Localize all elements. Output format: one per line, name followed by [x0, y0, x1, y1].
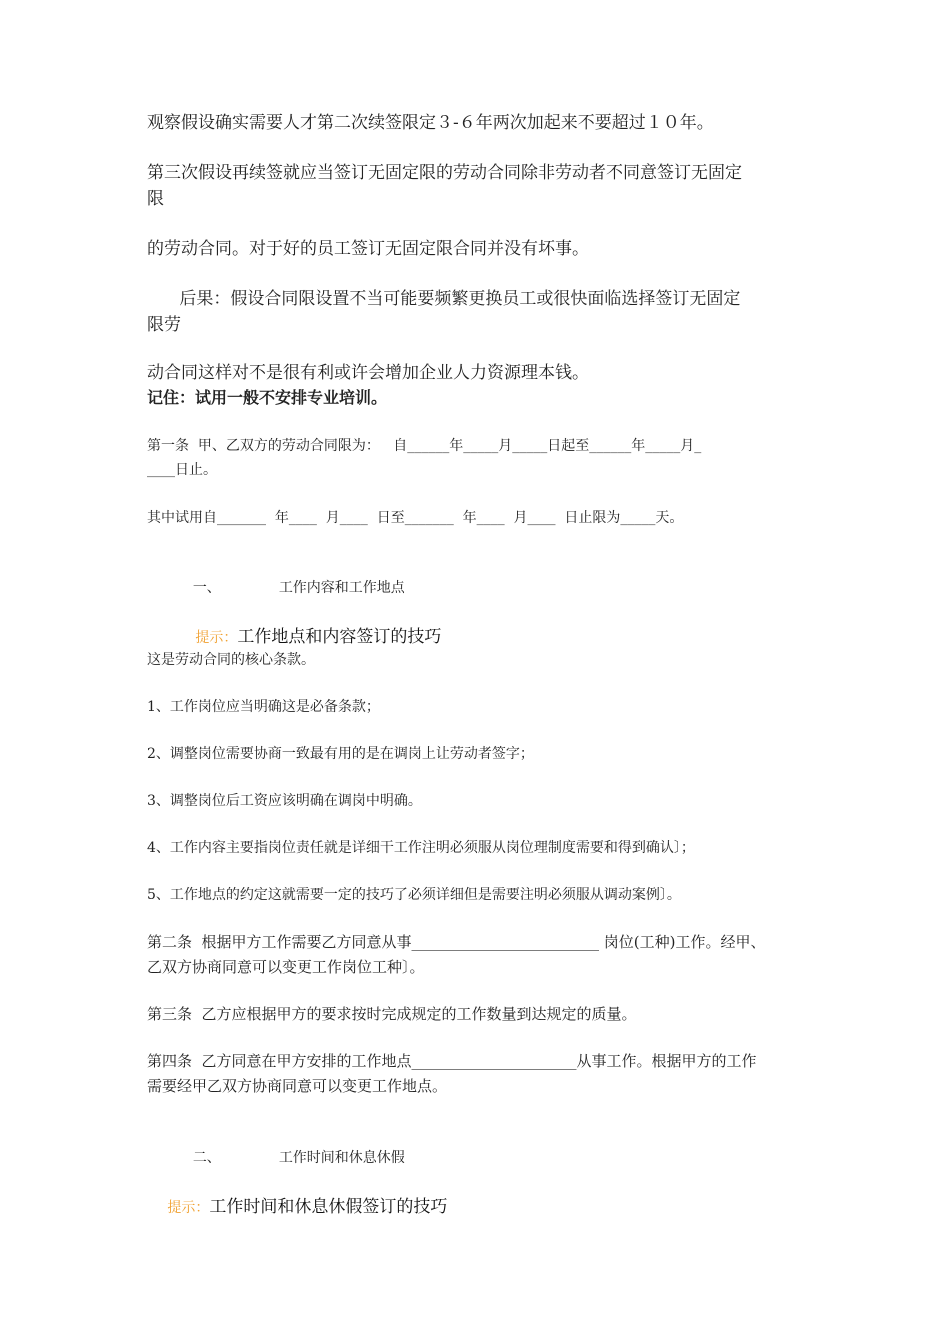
list-item: 2、调整岗位需要协商一致最有用的是在调岗上让劳动者签字； — [147, 746, 534, 762]
article-4-line-2: 需要经甲乙双方协商同意可以变更工作地点。 — [147, 1077, 448, 1095]
section-1-number: 一、 — [192, 580, 221, 596]
list-item: 1、工作岗位应当明确这是必备条款； — [147, 699, 380, 715]
intro-paragraph-5: 动合同这样对不是很有利或许会增加企业人力资源理本钱。 — [147, 363, 589, 383]
intro-paragraph-2-line-1: 第三次假设再续签就应当签订无固定限的劳动合同除非劳动者不同意签订无固定 — [147, 163, 742, 183]
section-1-title: 工作内容和工作地点 — [278, 580, 405, 596]
article-2-line-2: 乙双方协商同意可以变更工作岗位工种〕。 — [147, 958, 425, 976]
hint-title: 工作时间和休息休假签订的技巧 — [209, 1197, 448, 1217]
list-item: 3、调整岗位后工资应该明确在调岗中明确。 — [147, 793, 422, 809]
article-1-line-1: 第一条 甲、乙双方的劳动合同限为： 自______年_____月_____日起至______年_____月_ — [147, 438, 702, 454]
list-item: 4、工作内容主要指岗位责任就是详细干工作注明必须服从岗位理制度需要和得到确认〕； — [147, 840, 695, 856]
core-clause-text: 这是劳动合同的核心条款。 — [147, 652, 315, 668]
trial-period-line: 其中试用自_______ 年____ 月____ 日至_______ 年____ 月____ 日止限为_____天。 — [147, 510, 684, 526]
hint-label: 提示： — [167, 1200, 210, 1216]
intro-paragraph-3: 的劳动合同。对于好的员工签订无固定限合同并没有坏事。 — [147, 239, 589, 259]
hint-title: 工作地点和内容签订的技巧 — [237, 627, 442, 647]
article-4-line-1: 第四条 乙方同意在甲方安排的工作地点______________________从事工作。根据甲方的工作 — [147, 1052, 757, 1070]
article-1-line-2: ____日止。 — [147, 462, 217, 478]
article-2-line-1: 第二条 根据甲方工作需要乙方同意从事_________________________ 岗位(工种)工作。经甲、 — [147, 933, 766, 951]
intro-paragraph-2-line-2: 限 — [147, 189, 164, 209]
section-2-hint — [147, 1168, 827, 1246]
article-3-line-1: 第三条 乙方应根据甲方的要求按时完成规定的工作数量到达规定的质量。 — [147, 1005, 637, 1023]
training-note: 记住：试用一般不安排专业培训。 — [147, 388, 388, 407]
list-item: 5、工作地点的约定这就需要一定的技巧了必须详细但是需要注明必须服从调动案例〕。 — [147, 887, 681, 903]
hint-label: 提示： — [195, 630, 238, 646]
intro-paragraph-4-line-2: 限劳 — [147, 315, 181, 335]
intro-paragraph-4-line-1: 后果：假设合同限设置不当可能要频繁更换员工或很快面临选择签订无固定 — [147, 289, 741, 309]
section-2-number: 二、 — [192, 1150, 221, 1166]
section-2-title: 工作时间和休息休假 — [278, 1150, 405, 1166]
intro-paragraph-1: 观察假设确实需要人才第二次续签限定３-６年两次加起来不要超过１０年。 — [147, 113, 714, 133]
